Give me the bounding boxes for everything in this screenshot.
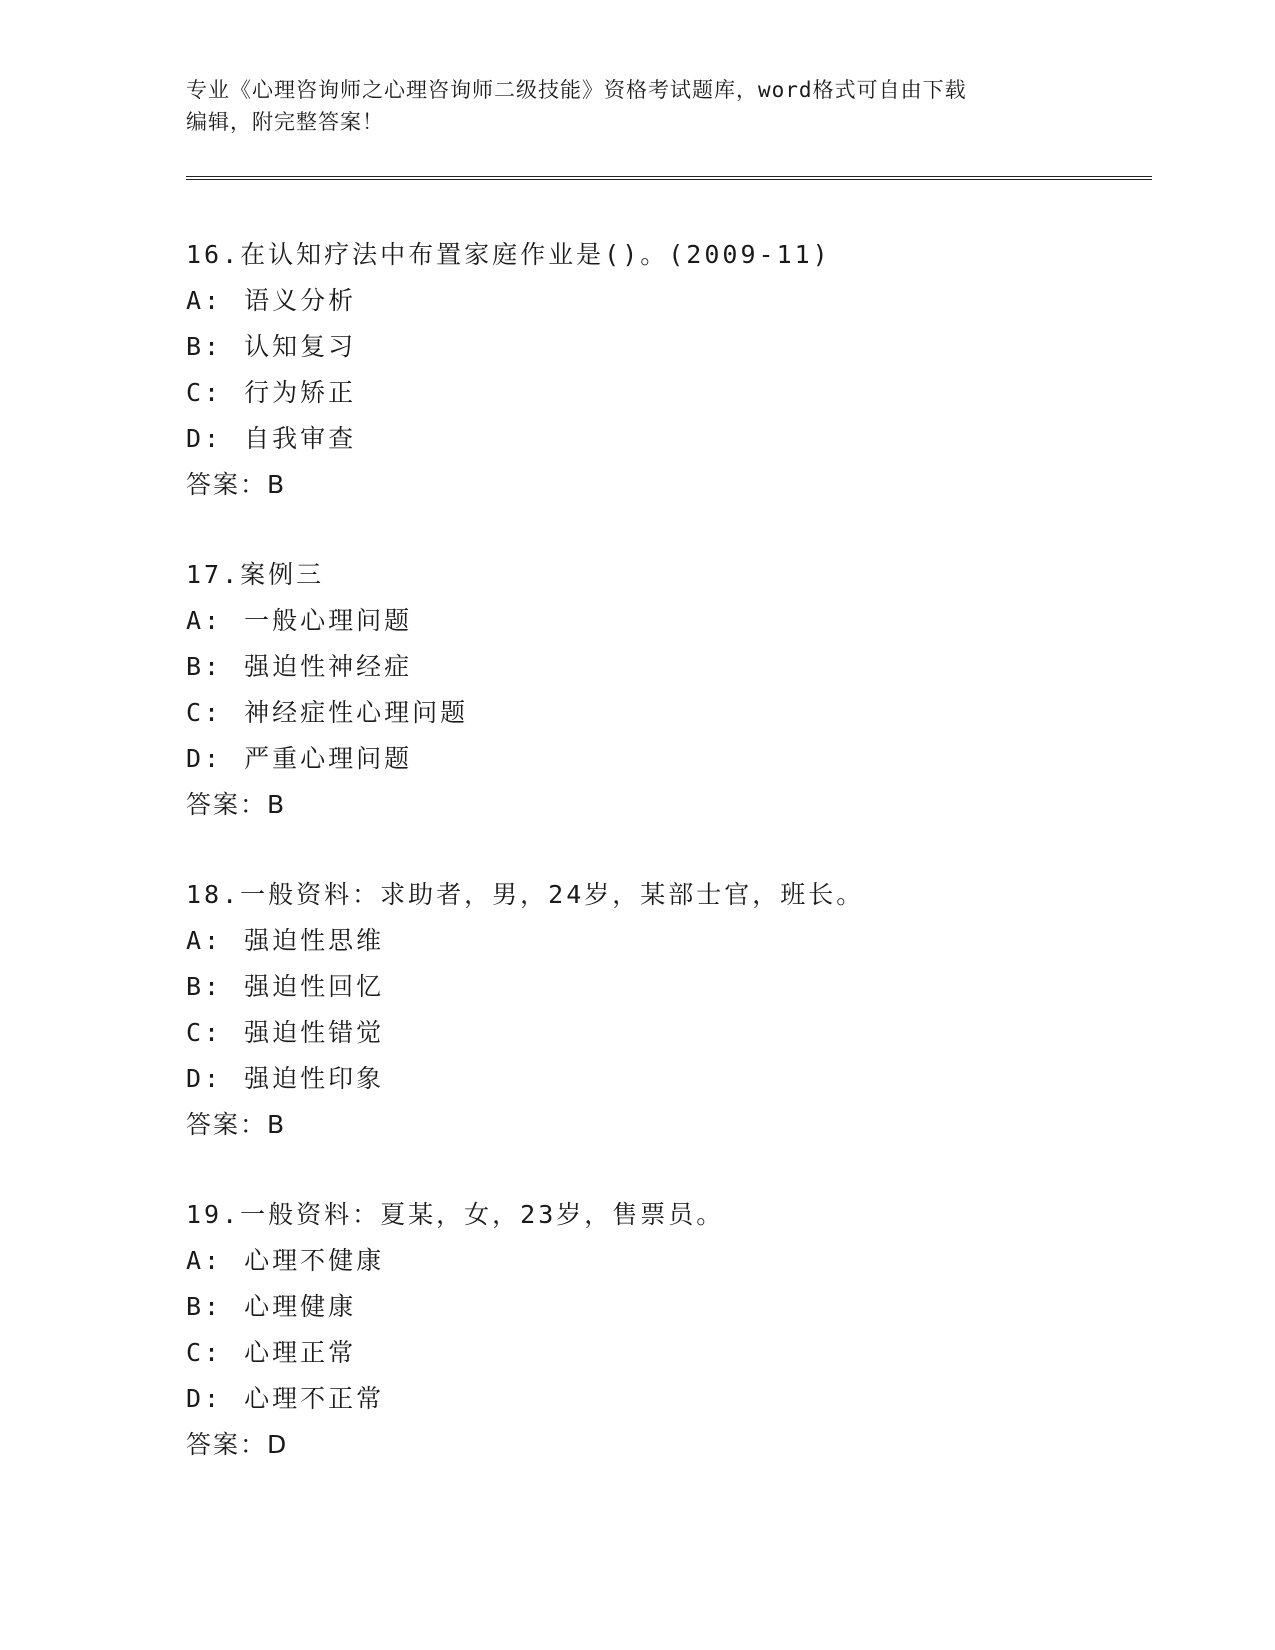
- option-d: [186, 736, 1186, 782]
- option-text: 语义分析: [244, 286, 357, 315]
- option-key: B:: [186, 652, 223, 681]
- question-16: [186, 232, 1186, 508]
- option-b: [186, 644, 1186, 690]
- answer-line: 答案：D: [186, 1430, 289, 1459]
- option-c: [186, 1330, 1186, 1376]
- option-text: 心理不健康: [244, 1246, 385, 1275]
- option-text: 心理不正常: [244, 1384, 385, 1413]
- option-key: C:: [186, 1338, 223, 1367]
- option-key: A:: [186, 1246, 223, 1275]
- option-b: [186, 324, 1186, 370]
- option-text: 自我审查: [244, 424, 357, 453]
- option-text: 强迫性神经症: [244, 652, 413, 681]
- question-17: [186, 552, 1186, 828]
- question-stem: 16.在认知疗法中布置家庭作业是()。(2009-11): [186, 240, 831, 269]
- option-a: [186, 1238, 1186, 1284]
- option-key: A:: [186, 926, 223, 955]
- option-key: B:: [186, 332, 223, 361]
- document-header: [186, 74, 1086, 138]
- option-a: [186, 278, 1186, 324]
- option-c: [186, 690, 1186, 736]
- option-key: A:: [186, 606, 223, 635]
- option-text: 行为矫正: [244, 378, 357, 407]
- option-d: [186, 1376, 1186, 1422]
- question-18: [186, 872, 1186, 1148]
- question-stem: 19.一般资料：夏某，女，23岁，售票员。: [186, 1200, 725, 1229]
- option-d: [186, 416, 1186, 462]
- question-stem: 17.案例三: [186, 560, 325, 589]
- option-text: 强迫性思维: [244, 926, 385, 955]
- option-text: 严重心理问题: [244, 744, 413, 773]
- option-key: C:: [186, 378, 223, 407]
- option-key: B:: [186, 1292, 223, 1321]
- option-key: D:: [186, 1064, 223, 1093]
- option-text: 一般心理问题: [244, 606, 413, 635]
- question-stem: 18.一般资料：求助者，男，24岁，某部士官，班长。: [186, 880, 865, 909]
- option-a: [186, 598, 1186, 644]
- answer-line: 答案：B: [186, 470, 287, 499]
- option-text: 强迫性错觉: [244, 1018, 385, 1047]
- option-c: [186, 370, 1186, 416]
- option-text: 心理正常: [244, 1338, 357, 1367]
- option-key: D:: [186, 744, 223, 773]
- option-key: C:: [186, 698, 223, 727]
- option-text: 认知复习: [244, 332, 357, 361]
- answer-line: 答案：B: [186, 1110, 287, 1139]
- option-d: [186, 1056, 1186, 1102]
- option-key: D:: [186, 1384, 223, 1413]
- option-a: [186, 918, 1186, 964]
- option-key: C:: [186, 1018, 223, 1047]
- option-c: [186, 1010, 1186, 1056]
- option-text: 神经症性心理问题: [244, 698, 469, 727]
- option-b: [186, 1284, 1186, 1330]
- option-text: 强迫性印象: [244, 1064, 385, 1093]
- option-key: B:: [186, 972, 223, 1001]
- header-divider: [186, 176, 1152, 180]
- option-key: D:: [186, 424, 223, 453]
- header-line-1: 专业《心理咨询师之心理咨询师二级技能》资格考试题库，word格式可自由下载: [186, 78, 967, 102]
- option-text: 强迫性回忆: [244, 972, 385, 1001]
- answer-line: 答案：B: [186, 790, 287, 819]
- option-b: [186, 964, 1186, 1010]
- header-line-2: 编辑，附完整答案！: [186, 110, 384, 134]
- option-text: 心理健康: [244, 1292, 357, 1321]
- option-key: A:: [186, 286, 223, 315]
- question-19: [186, 1192, 1186, 1468]
